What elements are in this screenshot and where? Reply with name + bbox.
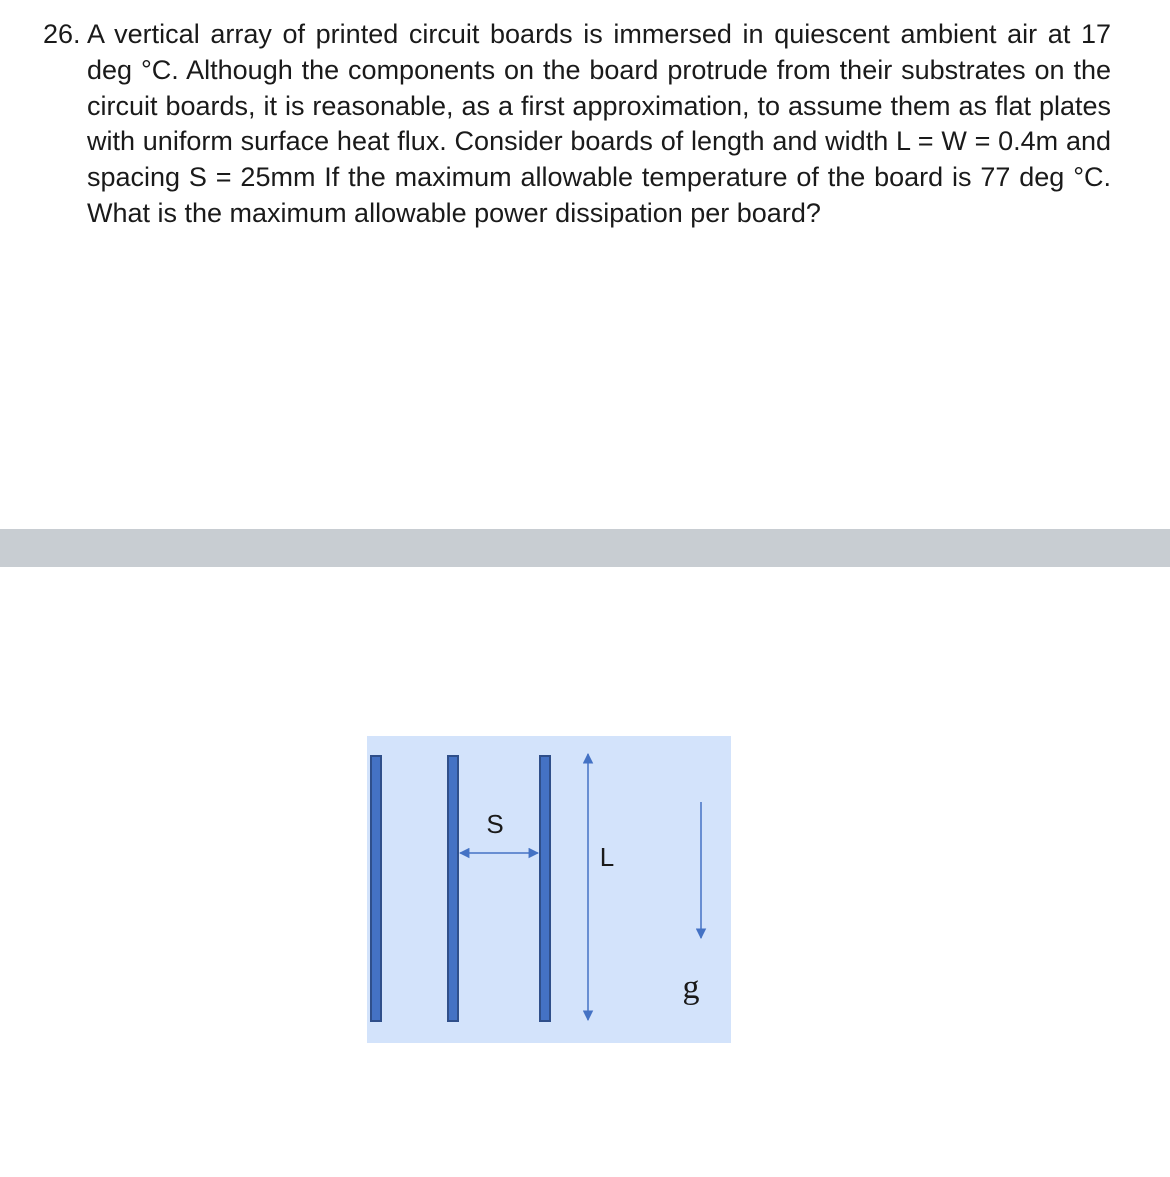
circuit-board-3 <box>540 756 550 1021</box>
circuit-board-2 <box>448 756 458 1021</box>
gravity-label: g <box>682 969 700 1006</box>
spacing-label: S <box>486 809 504 839</box>
problem-number: 26. <box>43 19 81 49</box>
problem-text: A vertical array of printed circuit boards is immersed in quiescent ambient air at 17 deg °C. Although the components on the board protrude from their substrates on the circuit boards, it is reasonable, as a first approximation, to assume them as flat plates with uniform surface heat flux. Consider boards of length and width L = W = 0.4m and spacing S = 25mm If the maximum allowable temperature of the board is 77 deg °C. What is the maximum allowable power dissipation per board? <box>87 19 1111 228</box>
length-label: L <box>599 842 615 872</box>
problem-statement <box>43 17 1111 232</box>
circuit-board-1 <box>371 756 381 1021</box>
figure-drawing <box>367 736 731 1043</box>
page-divider <box>0 529 1170 567</box>
circuit-board-figure <box>367 736 731 1043</box>
